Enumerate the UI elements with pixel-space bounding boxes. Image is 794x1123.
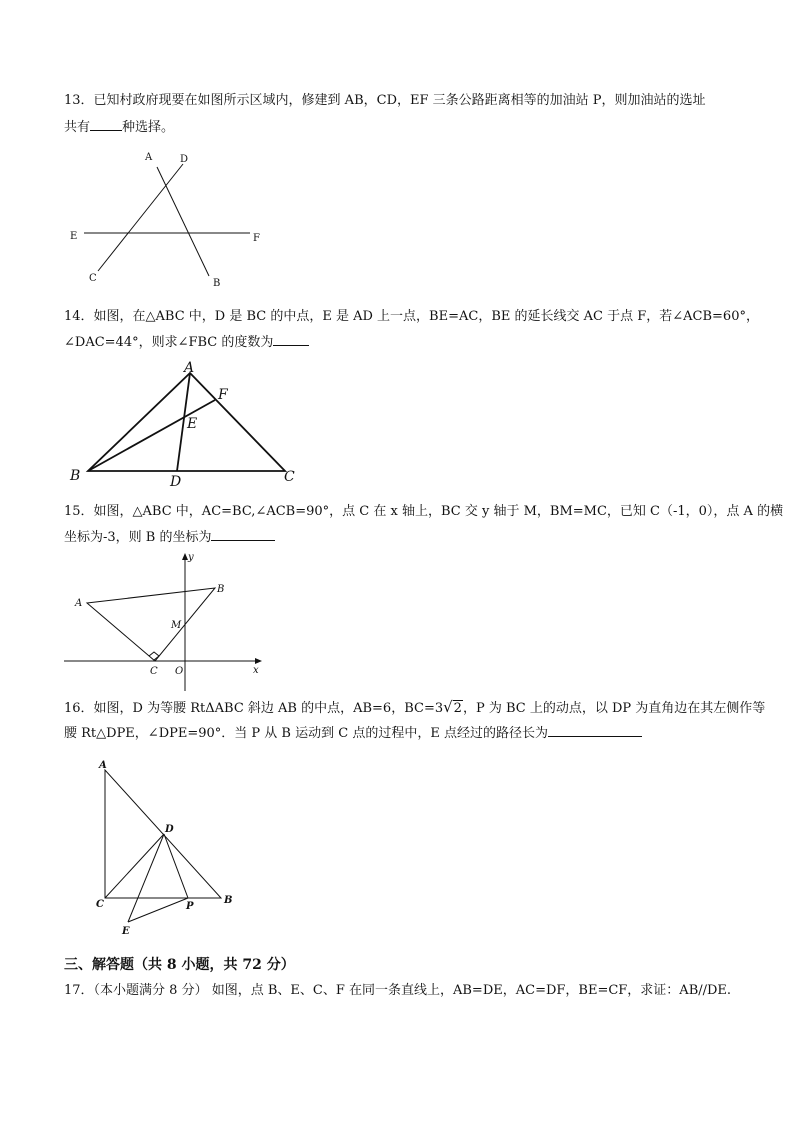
q13-line2-post: 种选择。 [122,120,175,135]
segment-de [128,834,164,922]
q15-label-o: O [175,666,184,677]
q13-line2-pre: 共有 [64,120,91,135]
q13-label-c: C [89,273,97,284]
q16-line1 [64,698,765,718]
q16-label-p: P [186,901,194,912]
q13-figure [60,148,270,293]
q15-figure [60,548,275,698]
segment-dc [105,834,164,898]
q16-label-b: B [224,895,233,906]
q15-line1: 15．如图，△ABC 中，AC=BC,∠ACB=90°，点 C 在 x 轴上，BC 交 y 轴于 M，BM=MC，已知 C（-1，0），点 A 的横 [64,504,784,519]
q14-line2 [64,333,309,352]
q13-label-e: E [70,231,78,242]
q14-label-d: D [170,474,182,490]
q16-line2-text: 腰 Rt△DPE，∠DPE=90°．当 P 从 B 运动到 C 点的过程中，E 点经过的路径长为 [64,726,548,741]
line-cd [98,164,183,271]
x-axis-arrow [255,658,262,664]
q14-label-a: A [184,360,195,376]
q14-answer-blank[interactable] [273,333,309,346]
q13-label-d: D [180,154,189,165]
q14-line2-text: ∠DAC=44°，则求∠FBC 的度数为 [64,335,274,350]
sqrt-radicand: 2 [453,701,462,716]
sqrt-symbol: √2 [443,698,462,716]
q16-label-e: E [122,926,130,937]
q16-figure [90,758,240,938]
q16-label-c: C [96,899,104,910]
q17-text: 17．（本小题满分 8 分） 如图，点 B、E、C、F 在同一条直线上，AB=DE，AC=DF，BE=CF，求证：AB//DE. [64,983,732,998]
q13-label-f: F [253,233,260,244]
q13-line1: 13．已知村政府现要在如图所示区域内，修建到 AB，CD，EF 三条公路距离相等的加油站 P，则加油站的选址 [64,93,706,108]
q14-label-c: C [284,469,295,485]
q13-label-b: B [213,278,221,289]
segment-pe [128,898,188,922]
q16-line2 [64,724,642,743]
q15-label-x: x [253,665,259,676]
line-ab [157,167,209,276]
q14-figure [60,360,310,490]
q13-line2 [64,118,174,137]
right-angle-mark [149,652,159,660]
q13-answer-blank[interactable] [90,118,122,131]
q13-label-a: A [145,152,153,163]
q14-label-f: F [218,387,228,403]
section-3-title: 三、解答题（共 8 小题，共 72 分） [64,957,295,973]
segment-dp [164,834,188,898]
triangle-abc-15 [87,588,215,661]
q15-line2 [64,528,275,547]
q15-label-y: y [188,552,194,563]
q14-label-b: B [70,468,81,484]
q15-answer-blank[interactable] [211,528,275,541]
q15-label-a: A [75,598,83,609]
q16-label-a: A [99,760,107,771]
q15-label-b: B [217,584,225,595]
q16-label-d: D [165,824,174,835]
q15-label-m: M [171,620,182,631]
q14-line1: 14．如图，在△ABC 中，D 是 BC 的中点，E 是 AD 上一点，BE=AC，BE 的延长线交 AC 于点 F，若∠ACB=60°， [64,309,759,324]
q16-answer-blank[interactable] [548,724,642,737]
q14-label-e: E [187,416,198,432]
q15-line2-text: 坐标为-3，则 B 的坐标为 [64,530,212,545]
q15-label-c: C [150,666,158,677]
q16-line1-post: ，P 为 BC 上的动点，以 DP 为直角边在其左侧作等 [462,701,766,716]
q16-line1-pre: 16．如图，D 为等腰 RtΔABC 斜边 AB 的中点，AB=6，BC=3 [64,701,444,716]
